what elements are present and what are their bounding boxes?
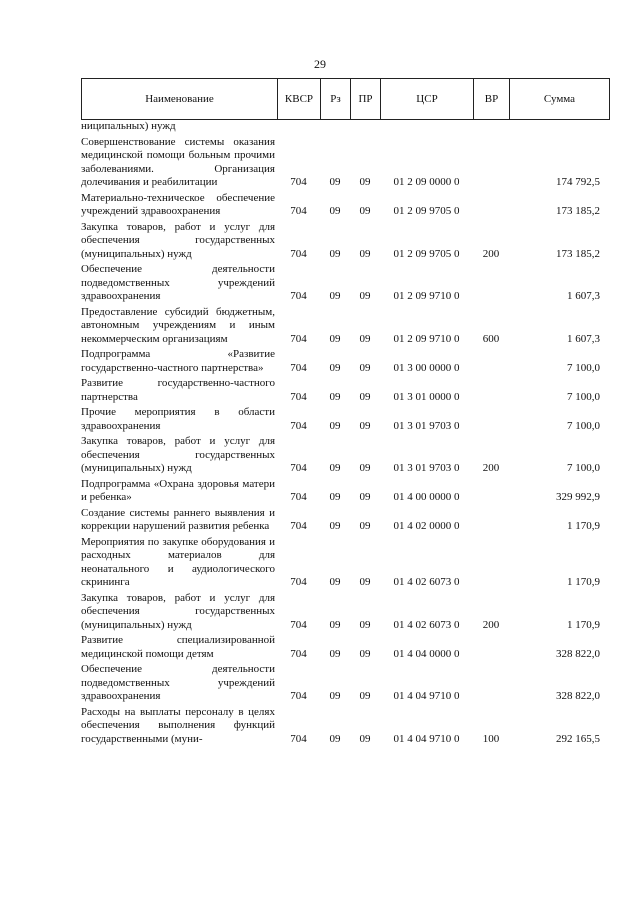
row-name: Материально-техническое обеспечение учреждений здравоохранения xyxy=(81,191,275,217)
row-vr: 100 xyxy=(482,732,500,745)
row-csr: 01 4 04 0000 0 xyxy=(393,647,460,660)
row-sum: 1 170,9 xyxy=(567,618,600,631)
row-sum: 1 607,3 xyxy=(567,332,600,345)
table-row xyxy=(81,120,610,134)
row-name: ниципальных) нужд xyxy=(81,120,176,132)
row-pr: 09 xyxy=(359,462,371,474)
row-csr: 01 2 09 9705 0 xyxy=(393,205,460,217)
row-rz: 09 xyxy=(329,462,341,474)
table-row xyxy=(81,348,610,375)
row-pr: 09 xyxy=(359,419,371,432)
row-rz: 09 xyxy=(329,520,341,532)
row-sum: 174 792,5 xyxy=(556,176,600,188)
row-csr: 01 3 00 0000 0 xyxy=(393,361,460,374)
header-vr: ВР xyxy=(474,79,510,119)
row-pr: 09 xyxy=(359,618,371,631)
row-name: Предоставление субсидий бюджетным, автономным учреждениям и иным некоммерческим организациям xyxy=(81,305,275,345)
row-sum: 328 822,0 xyxy=(556,647,600,660)
table-row xyxy=(81,306,610,347)
row-kvsr: 704 xyxy=(290,419,307,432)
row-csr: 01 4 02 6073 0 xyxy=(393,576,460,588)
row-pr: 09 xyxy=(359,491,371,503)
row-rz: 09 xyxy=(329,332,341,345)
table-row xyxy=(81,507,610,534)
row-csr: 01 2 09 9710 0 xyxy=(393,332,460,345)
row-pr: 09 xyxy=(359,576,371,588)
row-kvsr: 704 xyxy=(290,176,307,188)
row-vr: 200 xyxy=(482,462,500,474)
header-kvsr: КВСР xyxy=(278,79,321,119)
table-row xyxy=(81,478,610,505)
row-csr: 01 2 09 0000 0 xyxy=(393,176,460,188)
row-sum: 1 607,3 xyxy=(567,290,600,302)
row-pr: 09 xyxy=(359,290,371,302)
row-rz: 09 xyxy=(329,176,341,188)
row-name: Подпрограмма «Охрана здоровья матери и ребенка» xyxy=(81,477,275,503)
row-csr: 01 2 09 9705 0 xyxy=(393,247,460,260)
row-vr: 600 xyxy=(482,332,500,345)
row-kvsr: 704 xyxy=(290,205,307,217)
row-kvsr: 704 xyxy=(290,491,307,503)
row-sum: 7 100,0 xyxy=(567,462,600,474)
row-sum: 329 992,9 xyxy=(556,491,600,503)
row-sum: 1 170,9 xyxy=(567,520,600,532)
header-rz: Рз xyxy=(321,79,351,119)
row-csr: 01 4 00 0000 0 xyxy=(393,491,460,503)
row-csr: 01 4 02 6073 0 xyxy=(393,618,460,631)
row-kvsr: 704 xyxy=(290,690,307,702)
row-sum: 328 822,0 xyxy=(556,690,600,702)
page-number: 29 xyxy=(314,57,326,71)
row-kvsr: 704 xyxy=(290,576,307,588)
row-rz: 09 xyxy=(329,647,341,660)
row-pr: 09 xyxy=(359,332,371,345)
row-rz: 09 xyxy=(329,491,341,503)
row-sum: 7 100,0 xyxy=(567,361,600,374)
row-csr: 01 4 02 0000 0 xyxy=(393,520,460,532)
table-row xyxy=(81,634,610,661)
row-name: Развитие специализированной медицинской помощи детям xyxy=(81,634,275,660)
row-kvsr: 704 xyxy=(290,361,307,374)
table-row xyxy=(81,263,610,304)
row-name: Мероприятия по закупке оборудования и расходных материалов для неонатального и аудиологического скрининга xyxy=(81,535,275,588)
row-rz: 09 xyxy=(329,690,341,702)
row-rz: 09 xyxy=(329,576,341,588)
row-kvsr: 704 xyxy=(290,520,307,532)
row-sum: 1 170,9 xyxy=(567,576,600,588)
row-name: Закупка товаров, работ и услуг для обеспечения государственных (муниципальных) нужд xyxy=(81,220,275,260)
row-kvsr: 704 xyxy=(290,247,307,260)
row-rz: 09 xyxy=(329,290,341,302)
row-kvsr: 704 xyxy=(290,732,307,745)
row-pr: 09 xyxy=(359,390,371,403)
table-row xyxy=(81,221,610,262)
table-header xyxy=(81,78,610,120)
row-kvsr: 704 xyxy=(290,647,307,660)
row-rz: 09 xyxy=(329,361,341,374)
row-csr: 01 4 04 9710 0 xyxy=(393,690,460,702)
row-name: Расходы на выплаты персоналу в целях обеспечения выполнения функций государственными (муни- xyxy=(81,705,275,745)
row-rz: 09 xyxy=(329,419,341,432)
row-pr: 09 xyxy=(359,732,371,745)
row-rz: 09 xyxy=(329,205,341,217)
row-rz: 09 xyxy=(329,247,341,260)
row-sum: 292 165,5 xyxy=(556,732,600,745)
header-sum: Сумма xyxy=(543,93,576,105)
row-pr: 09 xyxy=(359,361,371,374)
row-vr: 200 xyxy=(482,247,500,260)
row-pr: 09 xyxy=(359,205,371,217)
row-csr: 01 3 01 0000 0 xyxy=(393,390,460,403)
row-kvsr: 704 xyxy=(290,618,307,631)
row-csr: 01 4 04 9710 0 xyxy=(393,732,460,745)
row-csr: 01 3 01 9703 0 xyxy=(393,462,460,474)
table-row xyxy=(81,435,610,476)
row-name: Развитие государственно-частного партнерства xyxy=(81,377,275,403)
table-row xyxy=(81,406,610,433)
row-name: Обеспечение деятельности подведомственных учреждений здравоохранения xyxy=(81,263,275,302)
header-name: Наименование xyxy=(82,79,278,119)
row-pr: 09 xyxy=(359,247,371,260)
row-kvsr: 704 xyxy=(290,332,307,345)
row-kvsr: 704 xyxy=(290,390,307,403)
row-rz: 09 xyxy=(329,390,341,403)
row-sum: 173 185,2 xyxy=(556,205,600,217)
table-row xyxy=(81,592,610,633)
table-row xyxy=(81,192,610,219)
table-row xyxy=(81,136,610,190)
table-row xyxy=(81,377,610,404)
row-pr: 09 xyxy=(359,520,371,532)
row-name: Создание системы раннего выявления и коррекции нарушений развития ребенка xyxy=(81,506,275,532)
row-csr: 01 2 09 9710 0 xyxy=(393,290,460,302)
row-pr: 09 xyxy=(359,176,371,188)
row-sum: 173 185,2 xyxy=(556,247,600,260)
row-rz: 09 xyxy=(329,732,341,745)
table-body xyxy=(81,120,610,748)
row-kvsr: 704 xyxy=(290,462,307,474)
row-name: Совершенствование системы оказания медицинской помощи больным прочими заболеваниями. Организация долечивания и реабилитации xyxy=(81,135,275,188)
row-kvsr: 704 xyxy=(290,290,307,302)
row-pr: 09 xyxy=(359,647,371,660)
row-vr: 200 xyxy=(482,618,500,631)
row-sum: 7 100,0 xyxy=(567,390,600,403)
row-csr: 01 3 01 9703 0 xyxy=(393,419,460,432)
row-pr: 09 xyxy=(359,690,371,702)
row-name: Закупка товаров, работ и услуг для обеспечения государственных (муниципальных) нужд xyxy=(81,591,275,631)
row-sum: 7 100,0 xyxy=(567,419,600,432)
row-name: Подпрограмма «Развитие государственно-частного партнерства» xyxy=(81,348,275,374)
row-name: Закупка товаров, работ и услуг для обеспечения государственных (муниципальных) нужд xyxy=(81,435,275,474)
table-row xyxy=(81,536,610,590)
header-pr: ПР xyxy=(351,79,381,119)
table-row xyxy=(81,706,610,747)
row-name: Прочие мероприятия в области здравоохранения xyxy=(81,406,275,432)
header-csr: ЦСР xyxy=(381,79,474,119)
table-row xyxy=(81,663,610,704)
row-rz: 09 xyxy=(329,618,341,631)
row-name: Обеспечение деятельности подведомственных учреждений здравоохранения xyxy=(81,663,275,702)
